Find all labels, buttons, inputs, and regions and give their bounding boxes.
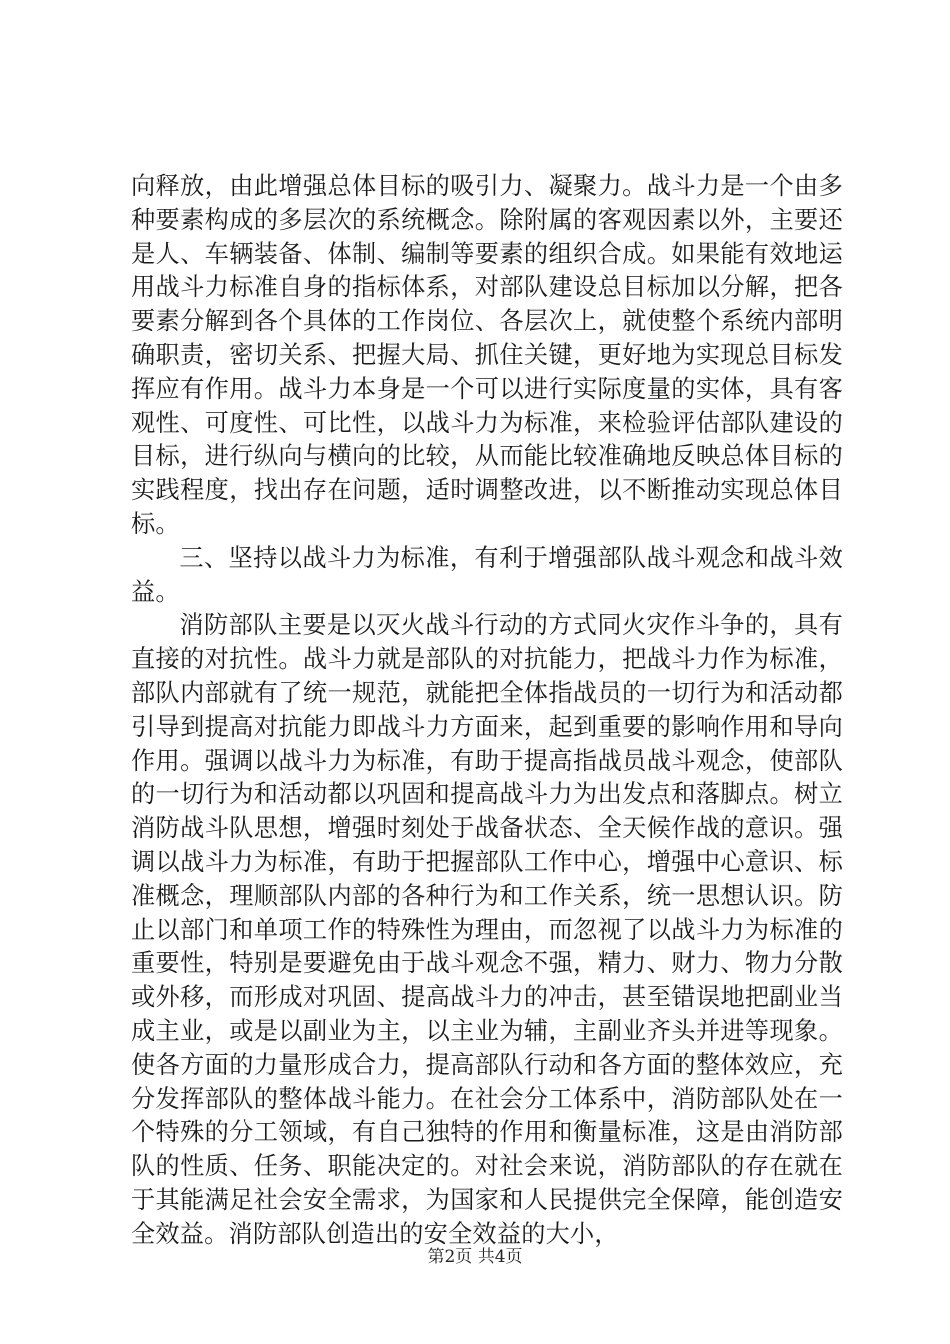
- document-body: [131, 170, 843, 1252]
- body-paragraph-continuation: 向释放，由此增强总体目标的吸引力、凝聚力。战斗力是一个由多种要素构成的多层次的系统概念。除附属的客观因素以外，主要还是人、车辆装备、体制、编制等要素的组织合成。如果能有效地运用战斗力标准自身的指标体系，对部队建设总目标加以分解，把各要素分解到各个具体的工作岗位、各层次上，就使整个系统内部明确职责，密切关系、把握大局、抓住关键，更好地为实现总目标发挥应有作用。战斗力本身是一个可以进行实际度量的实体，具有客观性、可度性、可比性，以战斗力为标准，来检验评估部队建设的目标，进行纵向与横向的比较，从而能比较准确地反映总体目标的实践程度，找出存在问题，适时调整改进，以不断推动实现总体目标。: [131, 172, 843, 538]
- section-heading-paragraph: 三、坚持以战斗力为标准，有利于增强部队战斗观念和战斗效益。: [131, 543, 843, 606]
- body-paragraph: 消防部队主要是以灭火战斗行动的方式同火灾作斗争的，具有直接的对抗性。战斗力就是部队的对抗能力，把战斗力作为标准，部队内部就有了统一规范，就能把全体指战员的一切行为和活动都引导到提高对抗能力即战斗力方面来，起到重要的影响作用和导向作用。强调以战斗力为标准，有助于提高指战员战斗观念，使部队的一切行为和活动都以巩固和提高战斗力为出发点和落脚点。树立消防战斗队思想，增强时刻处于战备状态、全天候作战的意识。强调以战斗力为标准，有助于把握部队工作中心，增强中心意识、标准概念，理顺部队内部的各种行为和工作关系，统一思想认识。防止以部门和单项工作的特殊性为理由，而忽视了以战斗力为标准的重要性，特别是要避免由于战斗观念不强，精力、财力、物力分散或外移，而形成对巩固、提高战斗力的冲击，甚至错误地把副业当成主业，或是以副业为主，以主业为辅，主副业齐头并进等现象。使各方面的力量形成合力，提高部队行动和各方面的整体效应，充分发挥部队的整体战斗能力。在社会分工体系中，消防部队处在一个特殊的分工领域，有自己独特的作用和衡量标准，这是由消防部队的性质、任务、职能决定的。对社会来说，消防部队的存在就在于其能满足社会安全需求，为国家和人民提供完全保障，能创造安全效益。消防部队创造出的安全效益的大小，: [131, 611, 843, 1248]
- page-footer: 第2页 共4页: [427, 1247, 523, 1267]
